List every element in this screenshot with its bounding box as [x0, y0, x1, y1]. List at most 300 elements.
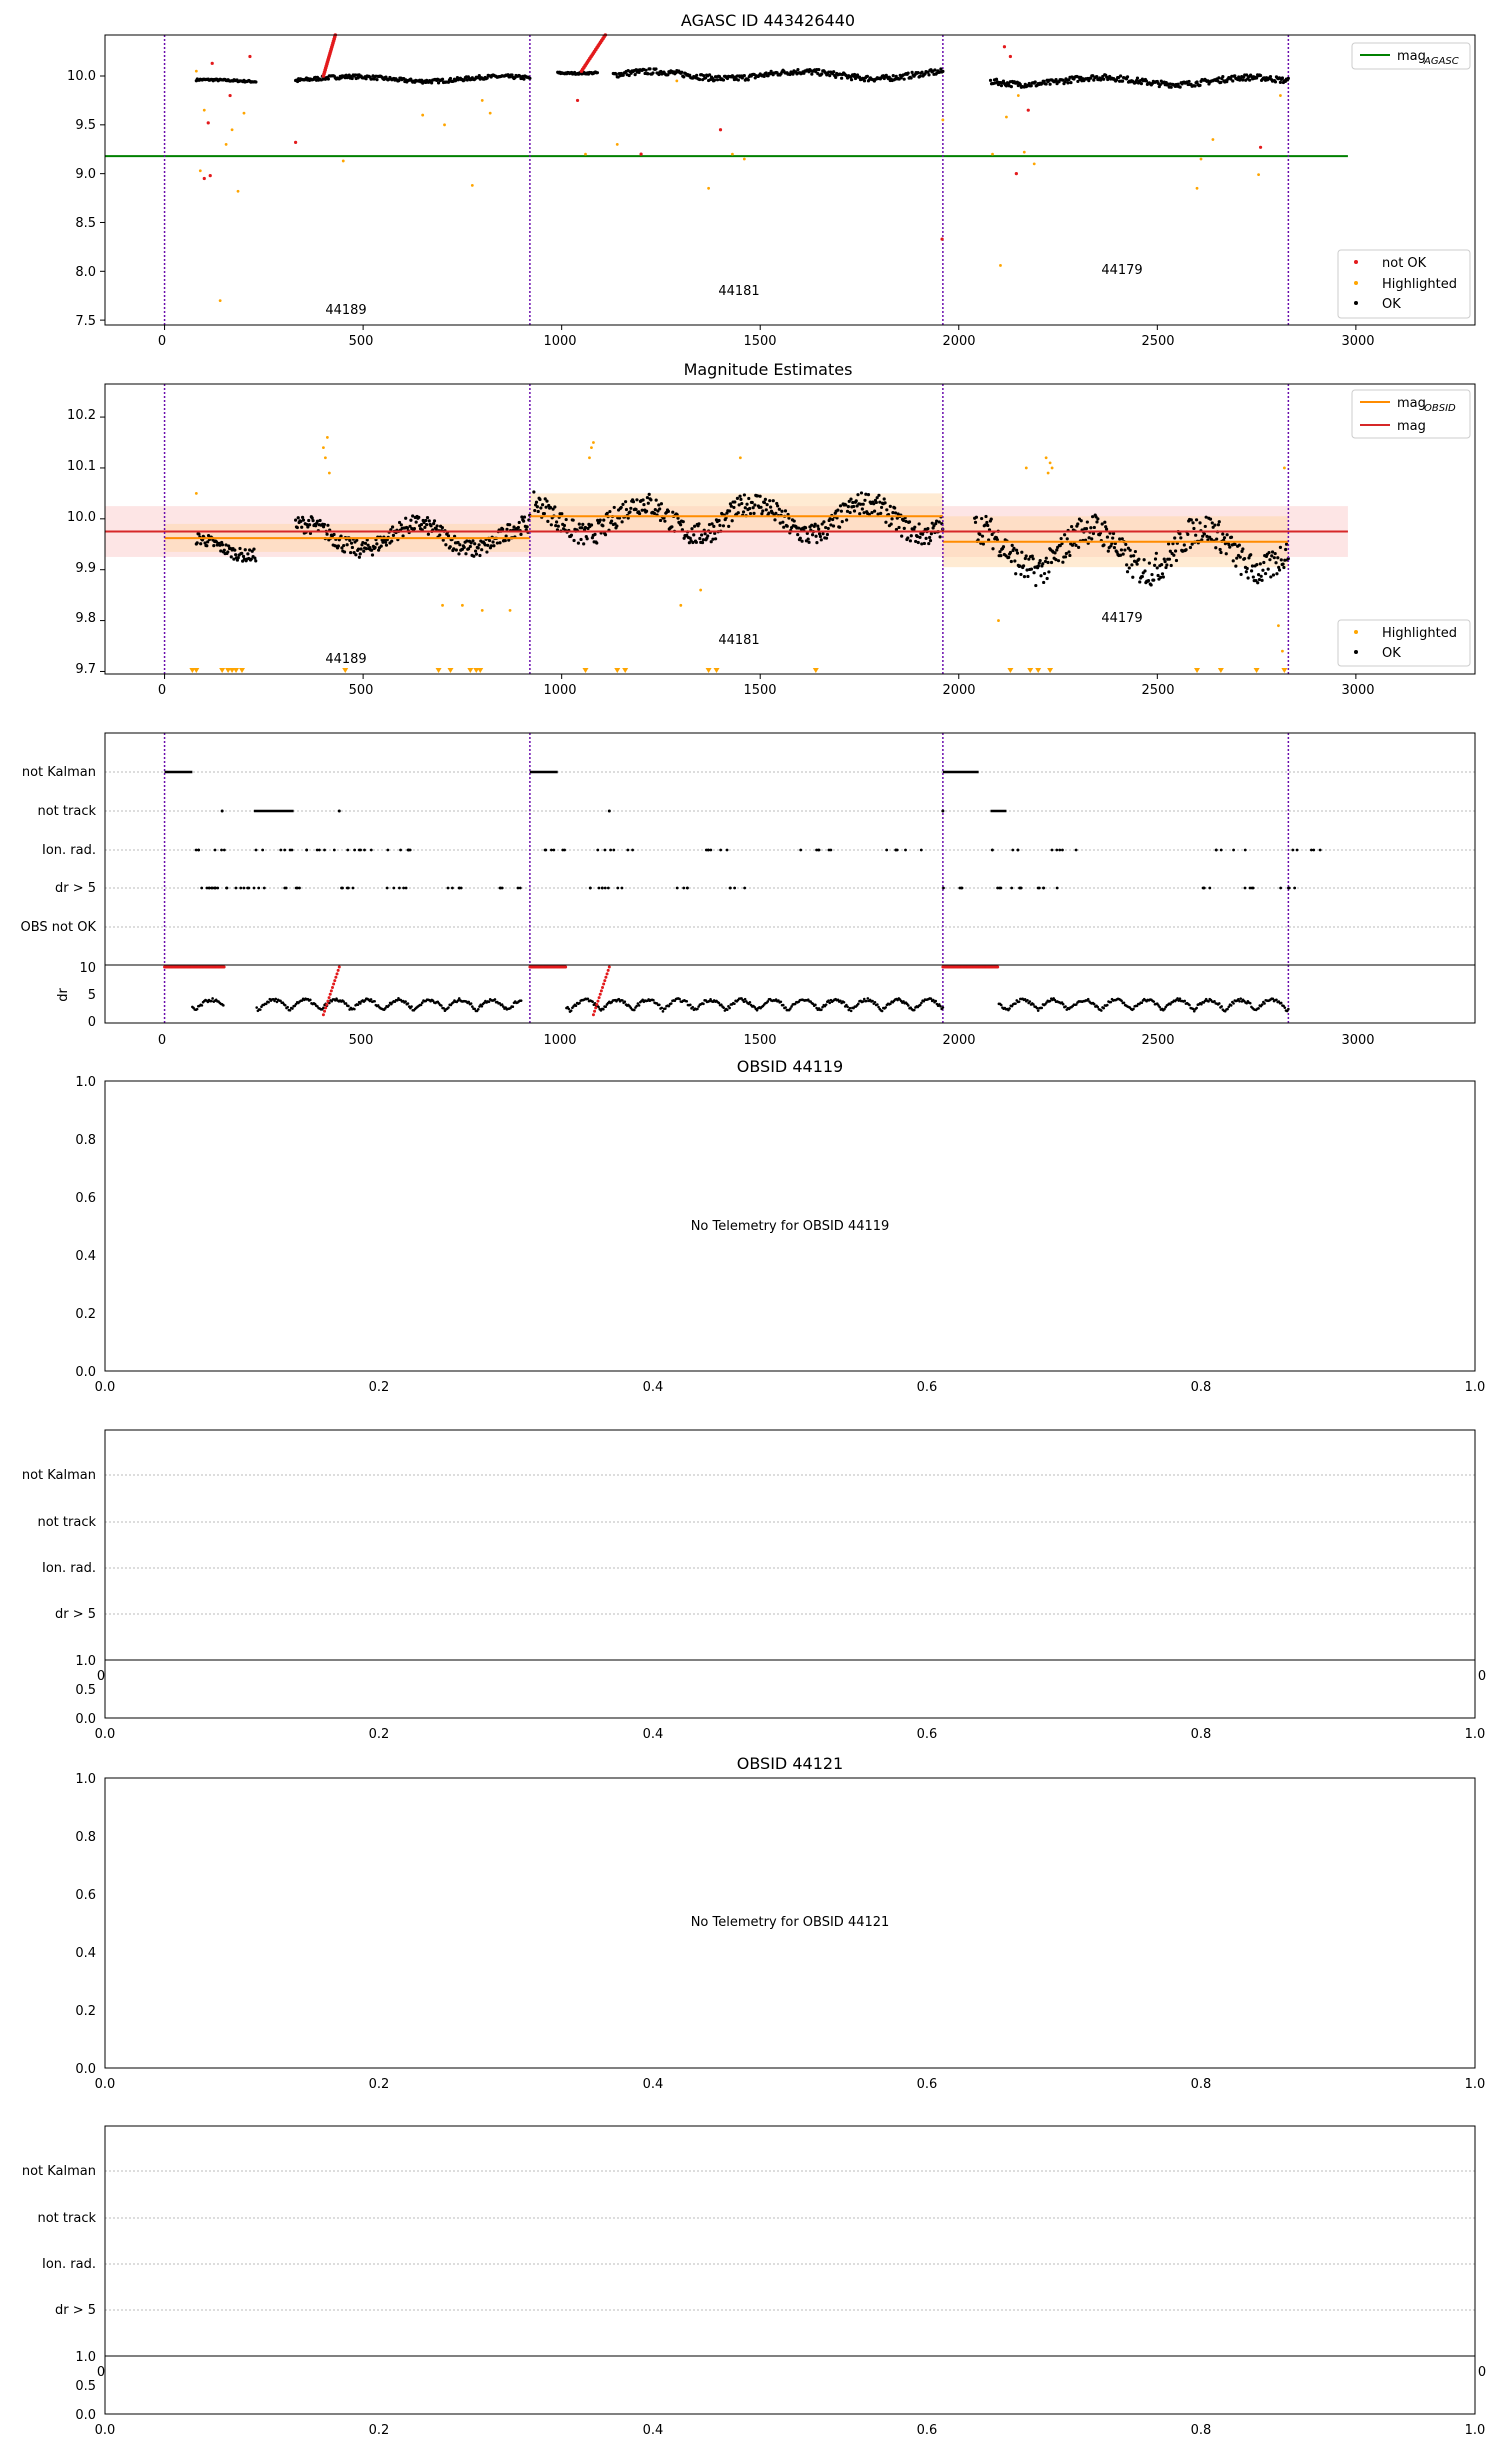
- ok-point: [1148, 562, 1151, 565]
- ok-point: [897, 526, 900, 529]
- ok-point: [1009, 551, 1012, 554]
- ok-point: [1264, 572, 1267, 575]
- ok-point: [916, 71, 919, 74]
- dr-ok-point: [744, 998, 747, 1001]
- ok-point: [763, 501, 766, 504]
- ok-point: [906, 536, 909, 539]
- x-tick-label: 0.4: [642, 2077, 664, 2092]
- ok-point: [1134, 550, 1137, 553]
- dr-ok-point: [267, 1001, 270, 1004]
- panel2-legend-bottom: [1338, 620, 1470, 666]
- highlighted-point: [322, 446, 325, 449]
- ok-point: [1213, 524, 1216, 527]
- panel3-xticks: [158, 1033, 1375, 1048]
- ok-point: [815, 541, 818, 544]
- not-ok-point: [940, 237, 943, 240]
- ok-point: [380, 545, 383, 548]
- ok-point: [764, 498, 767, 501]
- dr-ok-point: [591, 1000, 594, 1003]
- ion-rad-point: [353, 849, 356, 852]
- x-tick-label: 0: [157, 1033, 167, 1048]
- not-ok-point: [1009, 55, 1012, 58]
- dr-ok-point: [370, 998, 373, 1001]
- dr-ok-point: [726, 1008, 729, 1011]
- ok-point: [1010, 85, 1013, 88]
- ok-point: [230, 555, 233, 558]
- highlighted-point: [328, 472, 331, 475]
- ok-point: [1000, 84, 1003, 87]
- ok-point: [370, 549, 373, 552]
- ok-point: [1204, 525, 1207, 528]
- ok-point: [1178, 532, 1181, 535]
- ok-point: [981, 535, 984, 538]
- ok-point: [337, 544, 340, 547]
- panel2-legend-top: [1352, 390, 1470, 438]
- ok-point: [1164, 560, 1167, 563]
- x-tick-label: 1.0: [1464, 1727, 1486, 1742]
- ok-point: [1034, 584, 1037, 587]
- x-tick-label: 0.0: [94, 1727, 116, 1742]
- ok-point: [1269, 575, 1272, 578]
- ok-point: [541, 503, 544, 506]
- ok-point: [504, 539, 507, 542]
- ok-point: [1143, 569, 1146, 572]
- highlighted-point: [509, 609, 512, 612]
- ok-point: [234, 553, 237, 556]
- highlighted-point: [743, 158, 746, 161]
- obsid-label: 44181: [718, 284, 760, 299]
- ok-point: [910, 534, 913, 537]
- highlighted-clipped-marker: [219, 668, 225, 673]
- ok-point: [326, 524, 329, 527]
- ok-point: [819, 535, 822, 538]
- highlighted-point: [243, 112, 246, 115]
- dr-gt5-point: [1037, 887, 1040, 890]
- ok-point: [748, 507, 751, 510]
- ok-point: [774, 512, 777, 515]
- dr-gt5-point: [604, 887, 607, 890]
- flag-label: OBS not OK: [20, 920, 96, 935]
- dr-not-ok-point: [336, 972, 339, 975]
- ok-point: [863, 499, 866, 502]
- ion-rad-point: [370, 849, 373, 852]
- ok-point: [682, 75, 685, 78]
- dr-ok-point: [1008, 1007, 1011, 1010]
- obsid-label: 44179: [1101, 611, 1143, 626]
- legend-ok-marker: [1354, 650, 1358, 654]
- obsid-44121-yticks: [75, 1772, 96, 2077]
- ok-point: [1002, 545, 1005, 548]
- ok-point: [635, 498, 638, 501]
- ok-point: [1031, 554, 1034, 557]
- highlighted-point: [739, 456, 742, 459]
- dr-gt5-point: [729, 887, 732, 890]
- ok-point: [1105, 528, 1108, 531]
- dr-ok-point: [291, 1007, 294, 1010]
- ok-point: [1255, 563, 1258, 566]
- dr-gt5-point: [257, 887, 260, 890]
- ok-point: [1269, 75, 1272, 78]
- ok-point: [778, 508, 781, 511]
- ok-point: [1136, 77, 1139, 80]
- dr-ok-point: [1049, 1000, 1052, 1003]
- y-tick-label: 7.5: [75, 314, 96, 329]
- ok-point: [429, 524, 432, 527]
- ok-point: [302, 519, 305, 522]
- highlighted-point: [441, 604, 444, 607]
- ok-point: [1243, 557, 1246, 560]
- highlighted-clipped-marker: [239, 668, 245, 673]
- ok-point: [701, 541, 704, 544]
- ok-point: [471, 539, 474, 542]
- ok-point: [980, 517, 983, 520]
- not-ok-point: [1003, 45, 1006, 48]
- highlighted-point: [231, 128, 234, 131]
- ok-point: [1034, 80, 1037, 83]
- highlighted-point: [421, 114, 424, 117]
- dr-gt5-point: [1279, 887, 1282, 890]
- ok-point: [782, 526, 785, 529]
- ion-rad-point: [596, 849, 599, 852]
- ion-rad-point: [197, 849, 200, 852]
- legend-obsid-label: mag: [1397, 396, 1426, 411]
- x-tick-label: 0.4: [642, 2423, 664, 2438]
- highlighted-clipped-marker: [447, 668, 453, 673]
- ok-point: [1090, 537, 1093, 540]
- dr-gt5-point: [239, 887, 242, 890]
- ok-point: [1280, 558, 1283, 561]
- dr-ok-point: [1040, 1007, 1043, 1010]
- legend-highlighted-marker: [1354, 630, 1358, 634]
- ok-point: [1170, 86, 1173, 89]
- ok-point: [1095, 75, 1098, 78]
- ok-point: [318, 519, 321, 522]
- flag-label: not track: [37, 2211, 96, 2226]
- y-tick-label: 10.2: [67, 408, 96, 423]
- ok-point: [432, 522, 435, 525]
- ion-rad-point: [195, 849, 198, 852]
- ok-point: [1168, 558, 1171, 561]
- ok-point: [1057, 559, 1060, 562]
- dr-not-ok-point: [330, 989, 333, 992]
- ok-point: [799, 537, 802, 540]
- ok-point: [1261, 569, 1264, 572]
- ion-rad-point: [885, 849, 888, 852]
- ok-point: [586, 537, 589, 540]
- ok-point: [444, 543, 447, 546]
- ok-point: [1217, 523, 1220, 526]
- dr-ok-point: [696, 1008, 699, 1011]
- dr-ok-point: [633, 1009, 636, 1012]
- ok-point: [1183, 543, 1186, 546]
- ok-point: [1225, 552, 1228, 555]
- legend-highlighted-label: Highlighted: [1382, 626, 1457, 641]
- ok-point: [1275, 572, 1278, 575]
- dr-ok-point: [1272, 998, 1275, 1001]
- dr-ok-point: [520, 999, 523, 1002]
- dr-ok-point: [477, 1008, 480, 1011]
- ion-rad-point: [991, 849, 994, 852]
- ion-rad-point: [323, 849, 326, 852]
- ok-point: [522, 78, 525, 81]
- ok-point: [238, 547, 241, 550]
- ok-point: [831, 518, 834, 521]
- dr-gt5-point: [263, 887, 266, 890]
- ok-point: [873, 510, 876, 513]
- ok-point: [577, 542, 580, 545]
- dr-ok-point: [587, 997, 590, 1000]
- ok-point: [244, 548, 247, 551]
- ok-point: [563, 524, 566, 527]
- ok-point: [1219, 81, 1222, 84]
- ok-point: [903, 78, 906, 81]
- y-tick-label: 0.6: [75, 1888, 96, 1903]
- highlighted-clipped-marker: [714, 668, 720, 673]
- ok-point: [982, 542, 985, 545]
- ok-point: [634, 73, 637, 76]
- dr-gt5-point: [598, 887, 601, 890]
- ok-point: [1211, 521, 1214, 524]
- dr-ok-point: [1275, 998, 1278, 1001]
- x-tick-label: 3000: [1341, 1033, 1375, 1048]
- flag-label: Ion. rad.: [42, 2257, 96, 2272]
- ok-point: [1203, 532, 1206, 535]
- not-ok-point: [719, 128, 722, 131]
- ok-point: [856, 493, 859, 496]
- ok-point: [457, 552, 460, 555]
- dr-gt5-point: [589, 887, 592, 890]
- dr-ok-point: [1280, 1002, 1283, 1005]
- highlighted-clipped-marker: [582, 668, 588, 673]
- x-tick-label: 500: [348, 683, 374, 698]
- flag-label: not track: [37, 804, 96, 819]
- ion-rad-point: [279, 849, 282, 852]
- dr-gt5-point: [1018, 887, 1021, 890]
- ok-point: [850, 78, 853, 81]
- dr-gt5-point: [1251, 887, 1254, 890]
- ok-point: [933, 68, 936, 71]
- highlighted-clipped-marker: [436, 668, 442, 673]
- ok-point: [254, 80, 257, 83]
- ok-point: [747, 78, 750, 81]
- dr-not-ok-point: [329, 993, 332, 996]
- dr-ok-point: [876, 1003, 879, 1006]
- dr-ok-point: [913, 1009, 916, 1012]
- highlighted-point: [679, 604, 682, 607]
- ok-point: [438, 533, 441, 536]
- dr-ok-point: [357, 1003, 360, 1006]
- ok-point: [745, 503, 748, 506]
- x-tick-label: 1500: [743, 334, 777, 349]
- ok-point: [351, 546, 354, 549]
- y-tick-label: 0.0: [75, 2062, 96, 2077]
- highlighted-point: [1045, 456, 1048, 459]
- obsid-44121-flag-grid: [105, 2171, 1475, 2310]
- ok-point: [608, 510, 611, 513]
- ok-point: [296, 526, 299, 529]
- ok-point: [624, 500, 627, 503]
- ok-point: [667, 510, 670, 513]
- ok-point: [751, 501, 754, 504]
- ok-point: [455, 548, 458, 551]
- ok-point: [1064, 555, 1067, 558]
- dr-ok-point: [1132, 1008, 1135, 1011]
- ok-point: [1189, 546, 1192, 549]
- dr-ok-point: [1062, 1003, 1065, 1006]
- dr-not-ok-point: [328, 996, 331, 999]
- y-tick-label: 9.0: [75, 167, 96, 182]
- ok-point: [532, 490, 535, 493]
- x-tick-label: 2500: [1141, 334, 1175, 349]
- flag-label: Ion. rad.: [42, 843, 96, 858]
- x-tick-label: 2500: [1141, 683, 1175, 698]
- ok-point: [717, 519, 720, 522]
- ok-point: [1150, 573, 1153, 576]
- flag-label: not Kalman: [21, 765, 96, 780]
- panel-flags: [21, 733, 1476, 1048]
- ok-point: [693, 525, 696, 528]
- ok-point: [294, 519, 297, 522]
- ok-point: [679, 523, 682, 526]
- ok-point: [582, 542, 585, 545]
- ok-point: [1219, 548, 1222, 551]
- dr-not-ok-point: [600, 989, 603, 992]
- ok-point: [866, 75, 869, 78]
- ok-point: [761, 509, 764, 512]
- ok-point: [485, 550, 488, 553]
- highlighted-point: [997, 619, 1000, 622]
- ok-point: [845, 518, 848, 521]
- panel3-dr-frame: [105, 965, 1475, 1023]
- ok-point: [1093, 526, 1096, 529]
- dr-ok-point: [1257, 1007, 1260, 1010]
- ok-point: [840, 510, 843, 513]
- ok-point: [716, 78, 719, 81]
- ok-point: [1152, 579, 1155, 582]
- highlighted-point: [1051, 467, 1054, 470]
- dr-ok-point: [407, 1002, 410, 1005]
- ok-point: [590, 523, 593, 526]
- ok-point: [839, 504, 842, 507]
- ok-point: [712, 525, 715, 528]
- ok-point: [722, 524, 725, 527]
- dr-tick-label: 5: [87, 988, 96, 1003]
- ok-point: [325, 533, 328, 536]
- dr-ok-point: [850, 1010, 853, 1013]
- dr-ok-point: [660, 1007, 663, 1010]
- ok-point: [832, 524, 835, 527]
- ok-point: [763, 75, 766, 78]
- ok-point: [742, 510, 745, 513]
- ok-point: [1066, 81, 1069, 84]
- ok-point: [644, 69, 647, 72]
- y-tick-label: 8.5: [75, 216, 96, 231]
- ok-point: [648, 493, 651, 496]
- dr-gt5-point: [1042, 887, 1045, 890]
- ok-point: [447, 534, 450, 537]
- ok-point: [753, 503, 756, 506]
- ok-point: [1086, 520, 1089, 523]
- ok-point: [743, 74, 746, 77]
- ok-point: [925, 537, 928, 540]
- dr-ok-point: [658, 1004, 661, 1007]
- dr-ok-point: [1093, 1003, 1096, 1006]
- dr-ok-point: [846, 1005, 849, 1008]
- ok-point: [680, 71, 683, 74]
- dr-ok-point: [575, 1004, 578, 1007]
- dr-not-ok-point: [607, 969, 610, 972]
- dr-gt5-point: [253, 887, 256, 890]
- dr-not-ok-point: [331, 986, 334, 989]
- ok-point: [765, 508, 768, 511]
- dr-gt5-point: [216, 887, 219, 890]
- ok-point: [1274, 80, 1277, 83]
- ok-point: [415, 521, 418, 524]
- ok-point: [784, 509, 787, 512]
- ok-point: [1276, 556, 1279, 559]
- ok-point: [406, 526, 409, 529]
- ok-point: [773, 518, 776, 521]
- ok-point: [917, 541, 920, 544]
- highlighted-clipped-marker: [1194, 668, 1200, 673]
- x-tick-label: 1000: [543, 334, 577, 349]
- y-tick-label: 0.0: [75, 2408, 96, 2423]
- ok-point: [752, 506, 755, 509]
- ok-point: [811, 533, 814, 536]
- ok-point: [1066, 537, 1069, 540]
- dr-ok-point: [920, 1002, 923, 1005]
- highlighted-point: [1023, 151, 1026, 154]
- ok-point: [449, 545, 452, 548]
- ok-point: [1156, 566, 1159, 569]
- dr-not-ok-point: [595, 1003, 598, 1006]
- ion-rad-point: [386, 849, 389, 852]
- y-tick-label: 10.0: [67, 69, 96, 84]
- ok-point: [1049, 83, 1052, 86]
- ok-point: [759, 506, 762, 509]
- x-tick-label-clipped: 0: [96, 1669, 106, 1684]
- dr-gt5-point: [285, 887, 288, 890]
- not-ok-point: [203, 177, 206, 180]
- ok-point: [1130, 563, 1133, 566]
- dr-ok-point: [691, 1006, 694, 1009]
- ok-point: [473, 542, 476, 545]
- ok-point: [939, 535, 942, 538]
- ok-point: [430, 81, 433, 84]
- ok-point: [537, 510, 540, 513]
- dr-ok-point: [1226, 1008, 1229, 1011]
- ok-point: [736, 497, 739, 500]
- ion-rad-point: [283, 849, 286, 852]
- highlighted-clipped-marker: [622, 668, 628, 673]
- highlighted-clipped-marker: [1281, 668, 1287, 673]
- ok-point: [985, 521, 988, 524]
- ok-point: [543, 512, 546, 515]
- ok-point: [695, 541, 698, 544]
- dr-gt5-point: [686, 887, 689, 890]
- ok-point: [860, 491, 863, 494]
- ion-rad-point: [363, 849, 366, 852]
- dr-not-ok-point: [334, 976, 337, 979]
- ion-rad-point: [305, 849, 308, 852]
- ok-point: [1080, 519, 1083, 522]
- dr-gt5-point: [942, 887, 945, 890]
- dr-ok-point: [494, 998, 497, 1001]
- dr-ok-point: [1000, 1004, 1003, 1007]
- x-tick-label: 0.2: [368, 2423, 390, 2438]
- panel1-title: AGASC ID 443426440: [680, 11, 856, 30]
- ok-point: [814, 535, 817, 538]
